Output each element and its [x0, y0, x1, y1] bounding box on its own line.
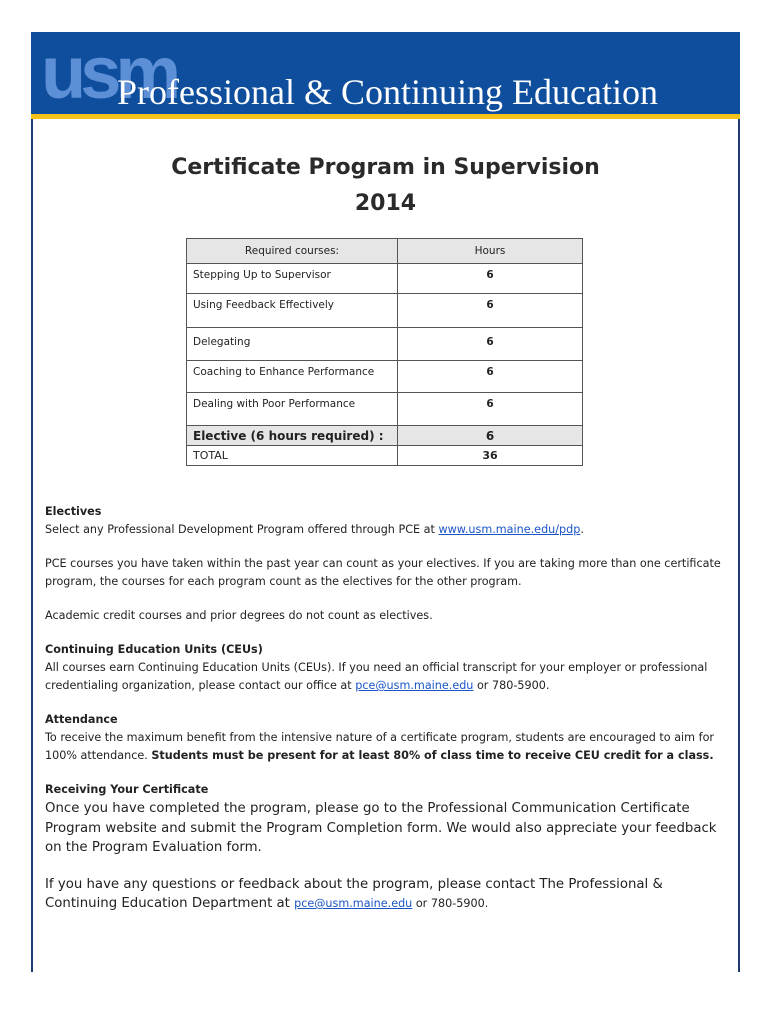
course-hours: 6 — [398, 328, 583, 361]
contact-email-link[interactable]: pce@usm.maine.edu — [294, 897, 413, 910]
course-hours-table — [186, 238, 583, 466]
course-hours: 6 — [398, 264, 583, 294]
table-header-row — [187, 239, 583, 264]
electives-section — [45, 503, 725, 914]
course-name: Coaching to Enhance Performance — [187, 361, 398, 393]
banner-title: Professional & Continuing Education — [117, 72, 658, 112]
pdp-link[interactable]: www.usm.maine.edu/pdp — [438, 523, 581, 536]
certificate-heading: Receiving Your Certificate — [45, 783, 209, 796]
document-title: Certificate Program in Supervision — [171, 155, 600, 180]
ceu-text: All courses earn Continuing Education Units (CEUs). If you need an official transcript for your employer or professional credentialing organization, please contact our office at — [45, 661, 708, 692]
course-name: Using Feedback Effectively — [187, 294, 398, 328]
elective-label: Elective (6 hours required) : — [187, 426, 398, 446]
header-banner — [31, 32, 740, 119]
attendance-heading: Attendance — [45, 713, 118, 726]
ceu-phone: or 780-5900. — [473, 679, 550, 692]
attendance-paragraph — [45, 729, 725, 765]
certificate-paragraph: Once you have completed the program, please go to the Professional Communication Certificate Program website and submit the Program Completion form. We would also appreciate your feedback on the Program Evaluation form. — [45, 801, 717, 855]
electives-note: Academic credit courses and prior degrees do not count as electives. — [45, 609, 433, 622]
usm-logo: usm — [41, 32, 176, 114]
table-row — [187, 393, 583, 426]
course-hours: 6 — [398, 393, 583, 426]
ceu-heading: Continuing Education Units (CEUs) — [45, 643, 263, 656]
course-name: Dealing with Poor Performance — [187, 393, 398, 426]
total-row — [187, 446, 583, 466]
electives-period: . — [580, 523, 584, 536]
attendance-requirement: Students must be present for at least 80% of class time to receive CEU credit for a class. — [151, 749, 714, 762]
contact-text: If you have any questions or feedback about the program, please contact The Professional & Continuing Education Department at — [45, 876, 663, 911]
contact-paragraph — [45, 875, 725, 914]
course-name: Delegating — [187, 328, 398, 361]
electives-text: Select any Professional Development Program offered through PCE at — [45, 523, 439, 536]
total-hours: 36 — [398, 446, 583, 466]
elective-row — [187, 426, 583, 446]
table-row — [187, 294, 583, 328]
contact-phone: or 780-5900. — [412, 897, 489, 910]
email-link[interactable]: pce@usm.maine.edu — [355, 679, 474, 692]
table-row — [187, 328, 583, 361]
table-row — [187, 361, 583, 393]
header-required-courses: Required courses: — [187, 239, 398, 264]
course-hours: 6 — [398, 361, 583, 393]
table-row — [187, 264, 583, 294]
attendance-text: To receive the maximum benefit from the intensive nature of a certificate program, students are encouraged to aim for 100% attendance. — [45, 731, 715, 762]
electives-heading: Electives — [45, 505, 102, 518]
elective-hours: 6 — [398, 426, 583, 446]
course-hours: 6 — [398, 294, 583, 328]
electives-paragraph: PCE courses you have taken within the past year can count as your electives. If you are taking more than one certificate program, the courses for each program count as the electives for the other program. — [45, 557, 721, 588]
document-year: 2014 — [354, 191, 417, 216]
header-hours: Hours — [398, 239, 583, 264]
ceu-paragraph — [45, 659, 725, 695]
electives-line — [45, 521, 725, 539]
total-label: TOTAL — [187, 446, 398, 466]
course-name: Stepping Up to Supervisor — [187, 264, 398, 294]
